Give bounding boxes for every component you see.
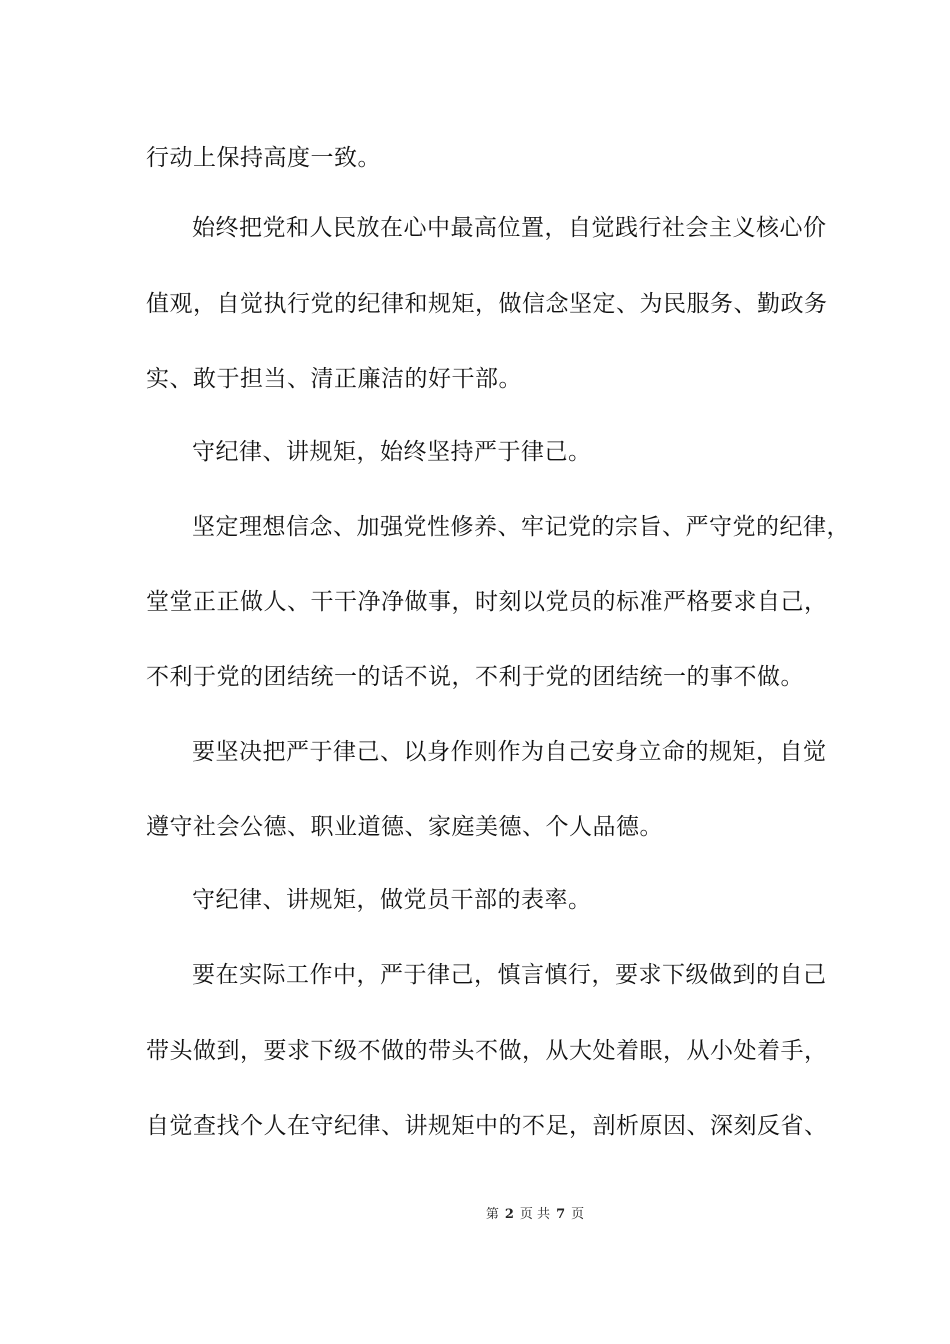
current-page-number: 2 xyxy=(504,1207,514,1222)
text-line: 守纪律、讲规矩，做党员干部的表率。 xyxy=(192,887,592,913)
text-line: 不利于党的团结统一的话不说，不利于党的团结统一的事不做。 xyxy=(146,664,804,690)
text-line: 遵守社会公德、职业道德、家庭美德、个人品德。 xyxy=(146,814,663,840)
text-line: 始终把党和人民放在心中最高位置，自觉践行社会主义核心价 xyxy=(192,215,827,241)
text-line: 要坚决把严于律己、以身作则作为自己安身立命的规矩，自觉 xyxy=(192,739,827,765)
text-line: 要在实际工作中，严于律己，慎言慎行，要求下级做到的自己 xyxy=(192,962,827,988)
text-line: 堂堂正正做人、干干净净做事，时刻以党员的标准严格要求自己， xyxy=(146,589,828,615)
text-line: 坚定理想信念、加强党性修养、牢记党的宗旨、严守党的纪律， xyxy=(192,514,850,540)
total-page-number: 7 xyxy=(556,1207,566,1222)
text-line: 值观，自觉执行党的纪律和规矩，做信念坚定、为民服务、勤政务 xyxy=(146,291,828,317)
text-line: 实、敢于担当、清正廉洁的好干部。 xyxy=(146,366,522,392)
footer-prefix: 第 xyxy=(485,1207,499,1222)
footer-middle: 页 共 xyxy=(519,1207,551,1222)
text-line: 带头做到，要求下级不做的带头不做，从大处着眼，从小处着手， xyxy=(146,1038,828,1064)
footer-suffix: 页 xyxy=(571,1207,585,1222)
page-footer xyxy=(0,1206,950,1224)
text-line: 自觉查找个人在守纪律、讲规矩中的不足，剖析原因、深刻反省、 xyxy=(146,1113,828,1139)
text-line: 行动上保持高度一致。 xyxy=(146,145,381,171)
text-line: 守纪律、讲规矩，始终坚持严于律己。 xyxy=(192,439,592,465)
